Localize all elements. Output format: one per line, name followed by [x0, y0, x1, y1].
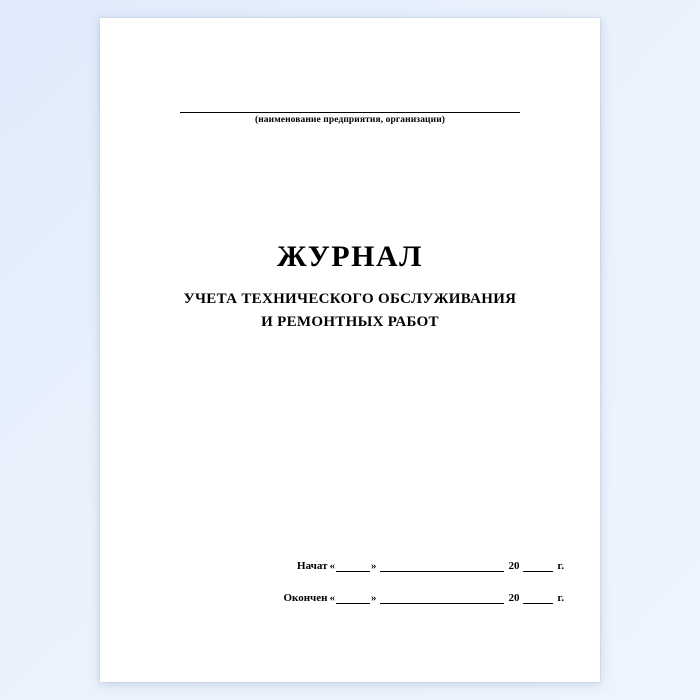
end-quote-close: »	[370, 592, 377, 604]
page-subtitle-line-2: И РЕМОНТНЫХ РАБОТ	[261, 314, 439, 331]
start-year-suffix: г.	[557, 560, 564, 572]
end-month-input[interactable]	[380, 592, 504, 604]
start-quote-open: «	[329, 560, 335, 572]
start-month-input[interactable]	[380, 560, 504, 572]
organization-name-rule[interactable]	[180, 98, 520, 113]
page-title: ЖУРНАЛ	[277, 240, 423, 273]
organization-name-field[interactable]	[180, 98, 520, 125]
start-day-input[interactable]	[336, 560, 370, 572]
end-date-label: Окончен	[283, 592, 328, 604]
document-cover-sheet	[100, 18, 600, 682]
end-day-input[interactable]	[336, 592, 370, 604]
start-date-row	[100, 540, 600, 572]
date-fields-block	[100, 540, 600, 604]
end-year-prefix: 20	[508, 592, 520, 604]
end-year-input[interactable]	[523, 592, 553, 604]
start-year-prefix: 20	[508, 560, 520, 572]
start-quote-close: »	[370, 560, 377, 572]
end-year-suffix: г.	[557, 592, 564, 604]
end-quote-open: «	[329, 592, 335, 604]
organization-name-caption: (наименование предприятия, организации)	[254, 115, 446, 125]
page-subtitle-line-1: УЧЕТА ТЕХНИЧЕСКОГО ОБСЛУЖИВАНИЯ	[183, 291, 517, 307]
start-date-label: Начат	[297, 560, 328, 572]
end-date-row	[100, 572, 600, 604]
title-block	[100, 240, 600, 335]
page-subtitle	[100, 288, 600, 335]
start-year-input[interactable]	[523, 560, 553, 572]
